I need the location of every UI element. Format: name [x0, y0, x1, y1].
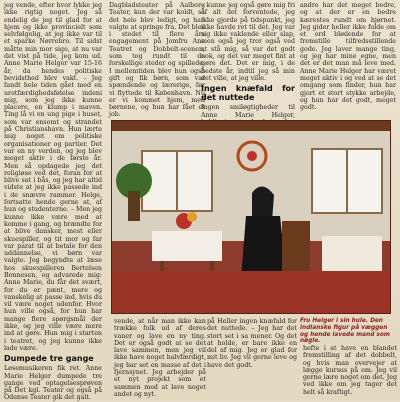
caption-text: Den indianske figur på væggen og hende lavede mand som nøgle. [300, 318, 390, 345]
article-text: jeg vende, efter hvor lykke jeg ikke rigtig noget. Jeg så endelig de jeg til glad for at hjem og ikke provincielt som selvfølgelig, at jeg ikke var til et sparke Nørrebro. Til sidst måtte min mor sige, at nu var det vist på tide, jeg kom ud. Anne Marie Helger var 15-16 år, da hendes politiske bevidsthed blev vakt. – Jeg fandt hele tiden gået med en uretfærdighedsfølelse indeni mig, som jeg ikke kunne placere, en klump i maven. Ting lå vi en ung pige i huset, som var ensomt og strandet på Christianshavn. Hun lærte mig noget om politiske organisationer og partier. Det var en ny verden, og jeg blev meget aktiv i de første år. Men så opdagede jeg det religiøse ved det, foran for at blive sat i bås, og jeg har altid vidste at jeg ikke passede ind i de snævre rammer. Helge, fortsatte hende gerne at, af hun og studenterne. – Men jeg kunne ikke være med at komme i gang, og brændte for at blive dansker, mest eller skuespiller, og tit mor og far var parat til at betale for den uddannelse, vi børn var valgte. Jeg begyndte at læse hos skuespilleren Bertelsen Bonnesen, og advarede mig: Anne Marie, du får det svært, for du er pænt, mere og vanskelig at passe ind, hvis du vil være noget udenfor. Hvor hun ville også, for hun har mange flere spørgsmål der ikke, og jeg ville være mere ind at gøre. Hun mig i starten i teatret, og jeg kunne ikke lade være. [4, 2, 102, 352]
article-text: på Heller ingen knæfald for det nuttede. – Jeg har det stort set i sa mener. Og det at holde, er bare ikke en del af mig. Jeg er glad for mit liv. Jeg vil gerne leve og have det godt. [207, 318, 297, 369]
article-column-2 [109, 2, 205, 119]
photo-caption [300, 318, 396, 345]
article-text: hefte i at have en blandet fremstilling af det dobbelt, og hvis man overvejer at lægge kursus på om. Jeg vil gerne lære noget om det. Jeg ved ikke om jeg tager det helt så kraftigt. [303, 345, 397, 396]
subheading: Dumpede tre gange [4, 354, 94, 364]
article-column-4-lower [303, 345, 397, 398]
article-text: Ingen smiløgtigheder til Anne Marie Helger, [201, 104, 295, 119]
subheading: Ingen knæfald for det nuttede [201, 84, 295, 103]
article-text: – kunne jeg også gøre mig fri af alt det forventede, jeg ikke gjorde på tidspunkt, jeg ikke havde ret til det. Jeg var sig ikke vaklende eller slap, men også jeg tror også ved at stå mig, så var det godt nok, og det var meget fint at gøre det. Det er mig, i de bedste år, indtil jeg så min det ville, at jeg ville. [201, 2, 295, 82]
article-column-2-lower [114, 318, 206, 398]
article-column-3 [201, 2, 295, 119]
caption-lead: Fru Helger i sin hule. [300, 318, 369, 324]
interior-photo [111, 120, 391, 314]
article-column-4 [300, 2, 396, 120]
article-text: vende, at når man ikke kan trække folk ud af deres vaner og lave en ny ting. Det er også godt at se det lave sammen, men jeg vil ikke have noget halvfærdigt, jeg har set en masse af det i fjernsynet. Jeg arbejder på et nyt projekt som et sammen med at lave noget andet og nyt. [114, 318, 206, 398]
article-column-3-lower [207, 318, 297, 398]
article-text: andre har det meget bedre, og at der er en bedre kærestes rundt om hjørnet. Jeg gider heller ikke folde om et ord blødende for at fremstille tilfredsstillende gode. Jeg laver mange ting, og jeg har mine egne, men det er det man må leve med. Anne Marie Helger har været meget aktiv i og ved at se det omgang som finder, hun har gjort et stort stykke arbejde, og hun har det godt, meget godt. [300, 2, 396, 112]
photo-illustration [112, 121, 390, 313]
article-text: Dagbladsteater på Aalborg Teater, kun der var koldt, så det hele blev ledigt, og han valgte at springe fra. Det blev i stedet til flere års engagement på Jomfru Ane Teatret og Dobbelt-scenen, som tog rundt til de forskellige steder og spillede. I mellemtiden blev hun også gift og fik børn, som var spændende og lærerige, før vi flyttede til København. Nu er vi kommet hjem, med børnene, og hun har fået et job. [109, 2, 205, 119]
article-column-1 [4, 2, 102, 402]
article-text: Løsemusikeren fik ret. Anne Marie Helger dumpede tre gange ved optagelsesprøven på Det kgl. Teater og også på Odense Teater gik det galt. [4, 365, 102, 402]
